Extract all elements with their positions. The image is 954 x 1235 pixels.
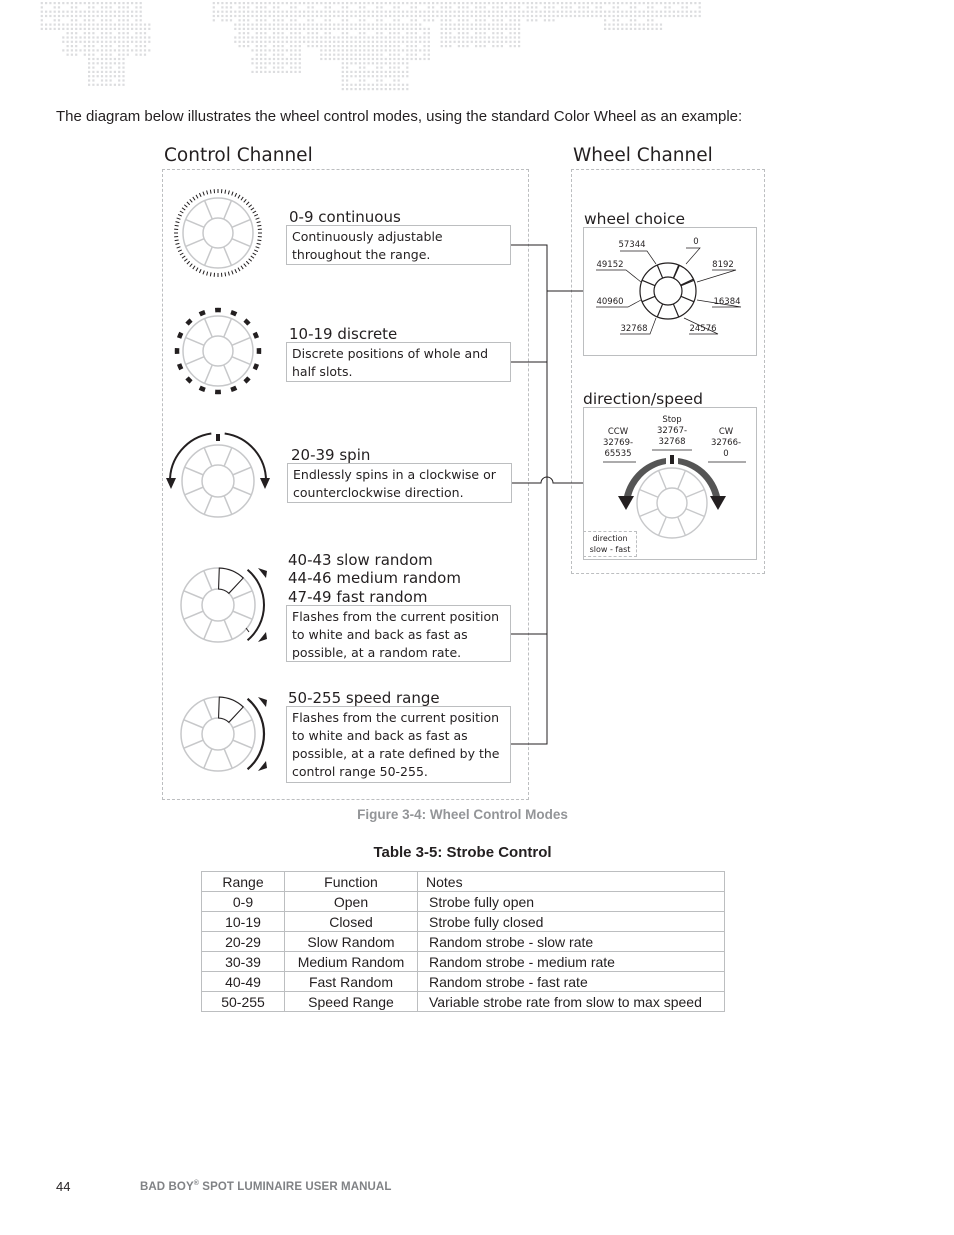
- wheel-spoke: [232, 239, 250, 247]
- tick: [244, 264, 247, 267]
- table-header-row: [202, 872, 725, 892]
- stop-range-label: Stop 32767- 32768: [656, 415, 688, 447]
- strobe-control-table: [201, 871, 725, 1012]
- mode-speed-range-description: Flashes from the current position to white and back as fast as possible, at a rate defined by the control range 50-255.: [286, 706, 511, 783]
- wheel-spoke: [224, 749, 232, 768]
- dash: [231, 312, 236, 314]
- tick: [249, 259, 252, 262]
- discrete-dash-ring: [177, 310, 259, 392]
- tick: [238, 268, 240, 271]
- wheel-channel-title: Wheel Channel: [573, 145, 713, 166]
- wheel-hub: [203, 218, 233, 248]
- wheel-spoke: [205, 201, 213, 219]
- spin-wheel-icon: [182, 445, 254, 517]
- mode-discrete-title: 10-19 discrete: [289, 325, 398, 343]
- tick: [203, 192, 204, 196]
- arrowhead-up: [258, 697, 267, 707]
- wheel-spoke: [233, 720, 252, 728]
- tick: [207, 272, 208, 276]
- wheel-hub: [202, 465, 234, 497]
- dash: [245, 378, 249, 382]
- wheel-value-0: 0: [693, 237, 699, 247]
- notes-cell: Strobe fully open: [418, 892, 725, 912]
- random-arc: [248, 570, 264, 640]
- wheel-spoke: [232, 338, 250, 346]
- tick: [178, 250, 182, 252]
- table-row: [202, 932, 725, 952]
- dash: [255, 333, 257, 338]
- control-channel-title: Control Channel: [164, 145, 313, 166]
- tick: [251, 256, 254, 258]
- tick: [184, 205, 187, 208]
- notes-cell: Random strobe - fast rate: [418, 972, 725, 992]
- discrete-wheel-icon: [183, 316, 253, 386]
- tick: [187, 261, 190, 264]
- range-cell: 40-49: [202, 972, 285, 992]
- wheel-hub: [203, 336, 233, 366]
- tick: [257, 222, 261, 223]
- table-row: [202, 952, 725, 972]
- notes-cell: Random strobe - medium rate: [418, 952, 725, 972]
- wheel-spoke: [224, 496, 232, 514]
- tick: [187, 202, 190, 205]
- speed-arc: [248, 699, 264, 769]
- wheel-spoke: [224, 448, 232, 466]
- tick: [196, 268, 198, 271]
- tick: [246, 202, 249, 205]
- wheel-value-24576: 24576: [689, 324, 717, 334]
- wheel-spoke: [224, 365, 232, 383]
- direction-speed-title: direction/speed: [583, 390, 703, 408]
- wheel-spoke: [186, 357, 204, 365]
- wheel-spoke: [224, 201, 232, 219]
- wheel-spoke: [204, 620, 212, 639]
- function-cell: Fast Random: [285, 972, 418, 992]
- tick: [193, 197, 195, 200]
- tick: [207, 190, 208, 194]
- wheel-spoke: [204, 448, 212, 466]
- dash: [179, 333, 181, 338]
- range-cell: 10-19: [202, 912, 285, 932]
- mode-continuous-description: Continuously adjustable throughout the range.: [286, 225, 511, 265]
- tick: [175, 243, 179, 244]
- tick: [182, 256, 185, 258]
- function-cell: Speed Range: [285, 992, 418, 1012]
- wheel-choice-panel: [583, 227, 757, 356]
- arrowhead-down: [258, 761, 267, 771]
- figure-caption: Figure 3-4: Wheel Control Modes: [357, 807, 568, 822]
- tick: [241, 197, 243, 200]
- notes-cell: Random strobe - slow rate: [418, 932, 725, 952]
- wheel-spoke: [184, 720, 203, 728]
- tick: [225, 272, 226, 276]
- direction-speed-legend: direction slow - fast: [583, 531, 637, 557]
- ccw-range-label: CCW 32769- 65535: [602, 427, 634, 459]
- range-cell: 30-39: [202, 952, 285, 972]
- tick: [257, 240, 261, 241]
- intro-paragraph: The diagram below illustrates the wheel control modes, using the standard Color Wheel as an example:: [56, 108, 743, 125]
- mode-spin-title: 20-39 spin: [291, 446, 371, 464]
- column-header-range: Range: [202, 872, 285, 892]
- wheel-spoke: [204, 700, 212, 719]
- wheel-spoke: [185, 467, 203, 475]
- tick: [257, 243, 261, 244]
- wheel-spoke: [233, 740, 252, 748]
- tick: [228, 272, 229, 276]
- tick: [249, 205, 252, 208]
- tick: [232, 192, 233, 196]
- page-number: 44: [56, 1179, 71, 1194]
- wheel-hub: [202, 718, 234, 750]
- wheel-spoke: [233, 467, 251, 475]
- connector-lines: [511, 245, 583, 744]
- wheel-spoke: [233, 591, 252, 599]
- wheel-outer-ring: [183, 198, 253, 268]
- wheel-spoke: [185, 487, 203, 495]
- table-row: [202, 912, 725, 932]
- tick: [246, 261, 249, 264]
- tick: [184, 259, 187, 262]
- tick: [210, 272, 211, 276]
- dash: [255, 364, 257, 369]
- range-cell: 20-29: [202, 932, 285, 952]
- wheel-spoke: [232, 220, 250, 228]
- wheel-value-16384: 16384: [713, 297, 741, 307]
- speed-range-wheel-icon: [181, 697, 255, 771]
- wheel-outer-ring: [181, 568, 255, 642]
- random-wheel-icon: [181, 568, 255, 642]
- wheel-spoke: [204, 496, 212, 514]
- wheel-spoke: [186, 338, 204, 346]
- wheel-spoke: [184, 591, 203, 599]
- tick: [225, 190, 226, 194]
- tick: [180, 211, 183, 213]
- arrowhead-up: [258, 568, 267, 578]
- tick: [235, 269, 237, 273]
- mode-random-title-medium: 44-46 medium random: [288, 569, 461, 587]
- mode-random-description: Flashes from the current position to white and back as fast as possible, at a random rate.: [286, 605, 511, 662]
- wheel-spoke: [233, 611, 252, 619]
- tick: [246, 628, 249, 632]
- range-cell: 50-255: [202, 992, 285, 1012]
- wheel-value-32768: 32768: [620, 324, 648, 334]
- wheel-spoke: [224, 620, 232, 639]
- wheel-spoke: [224, 319, 232, 337]
- tick: [257, 225, 261, 226]
- mode-random-title-fast: 47-49 fast random: [288, 588, 428, 606]
- column-header-function: Function: [285, 872, 418, 892]
- table-row: [202, 992, 725, 1012]
- tick: [177, 218, 181, 219]
- wheel-value-8192: 8192: [712, 260, 734, 270]
- tick: [203, 271, 204, 275]
- tick: [238, 195, 240, 198]
- tick: [251, 208, 254, 210]
- tick: [175, 225, 179, 226]
- table-row: [202, 892, 725, 912]
- tick: [253, 211, 256, 213]
- tick: [182, 208, 185, 210]
- mode-continuous-title: 0-9 continuous: [289, 208, 401, 226]
- wheel-hub: [202, 589, 234, 621]
- arrowhead-ccw: [166, 478, 176, 489]
- wheel-spoke: [184, 611, 203, 619]
- dash: [179, 364, 181, 369]
- random-arrows-icon: [248, 570, 264, 640]
- wheel-spoke: [204, 571, 212, 590]
- dash: [200, 388, 205, 390]
- wheel-outer-ring: [182, 445, 254, 517]
- wheel-spoke: [186, 239, 204, 247]
- wheel-spoke: [205, 365, 213, 383]
- function-cell: Open: [285, 892, 418, 912]
- speed-range-arrows-icon: [248, 699, 264, 769]
- dash: [231, 388, 236, 390]
- wheel-value-57344: 57344: [618, 240, 646, 250]
- wheel-choice-title: wheel choice: [584, 210, 685, 228]
- wheel-value-49152: 49152: [596, 260, 624, 270]
- column-header-notes: Notes: [418, 872, 725, 892]
- wheel-value-40960: 40960: [596, 297, 624, 307]
- tick: [199, 269, 201, 273]
- tick: [228, 190, 229, 194]
- tick: [178, 214, 182, 216]
- mode-discrete-description: Discrete positions of whole and half slots.: [286, 342, 511, 382]
- wheel-spoke: [184, 740, 203, 748]
- tick: [254, 214, 258, 216]
- table-row: [202, 972, 725, 992]
- mode-random-title-slow: 40-43 slow random: [288, 551, 433, 569]
- wheel-spoke: [233, 487, 251, 495]
- footer-manual-title: BAD BOY® SPOT LUMINAIRE USER MANUAL: [140, 1180, 392, 1193]
- dash: [245, 320, 249, 324]
- dash: [200, 312, 205, 314]
- wheel-spoke: [204, 749, 212, 768]
- function-cell: Slow Random: [285, 932, 418, 952]
- wheel-spoke: [205, 319, 213, 337]
- wheel-spoke: [232, 357, 250, 365]
- tick: [232, 271, 233, 275]
- tick: [196, 195, 198, 198]
- tick: [175, 222, 179, 223]
- continuous-tick-ring: [174, 189, 262, 277]
- function-cell: Closed: [285, 912, 418, 932]
- wheel-spoke: [205, 247, 213, 265]
- tick: [199, 193, 201, 197]
- tick: [241, 266, 243, 269]
- random-current-slot: [219, 568, 244, 593]
- wheel-outer-ring: [183, 316, 253, 386]
- mode-speed-range-title: 50-255 speed range: [288, 689, 440, 707]
- dash: [187, 320, 191, 324]
- continuous-wheel-icon: [183, 198, 253, 268]
- tick: [190, 199, 193, 202]
- wheel-spoke: [186, 220, 204, 228]
- tick: [235, 193, 237, 197]
- dash: [187, 378, 191, 382]
- cw-range-label: CW 32766- 0: [710, 427, 742, 459]
- tick: [210, 190, 211, 194]
- table-title: Table 3-5: Strobe Control: [373, 844, 552, 861]
- tick: [180, 253, 183, 255]
- notes-cell: Variable strobe rate from slow to max speed: [418, 992, 725, 1012]
- arrowhead-down: [258, 632, 267, 642]
- tick: [256, 247, 260, 248]
- tick: [253, 253, 256, 255]
- tick: [256, 218, 260, 219]
- function-cell: Medium Random: [285, 952, 418, 972]
- speed-range-current-slot: [219, 697, 244, 722]
- wheel-outer-ring: [181, 697, 255, 771]
- arrowhead-cw: [260, 478, 270, 489]
- tick: [175, 240, 179, 241]
- tick: [193, 266, 195, 269]
- notes-cell: Strobe fully closed: [418, 912, 725, 932]
- tick: [177, 247, 181, 248]
- tick: [244, 199, 247, 202]
- range-cell: 0-9: [202, 892, 285, 912]
- mode-spin-description: Endlessly spins in a clockwise or counterclockwise direction.: [287, 463, 512, 503]
- tick: [190, 264, 193, 267]
- control-bus-line: [511, 245, 547, 744]
- tick: [254, 250, 258, 252]
- wheel-spoke: [224, 247, 232, 265]
